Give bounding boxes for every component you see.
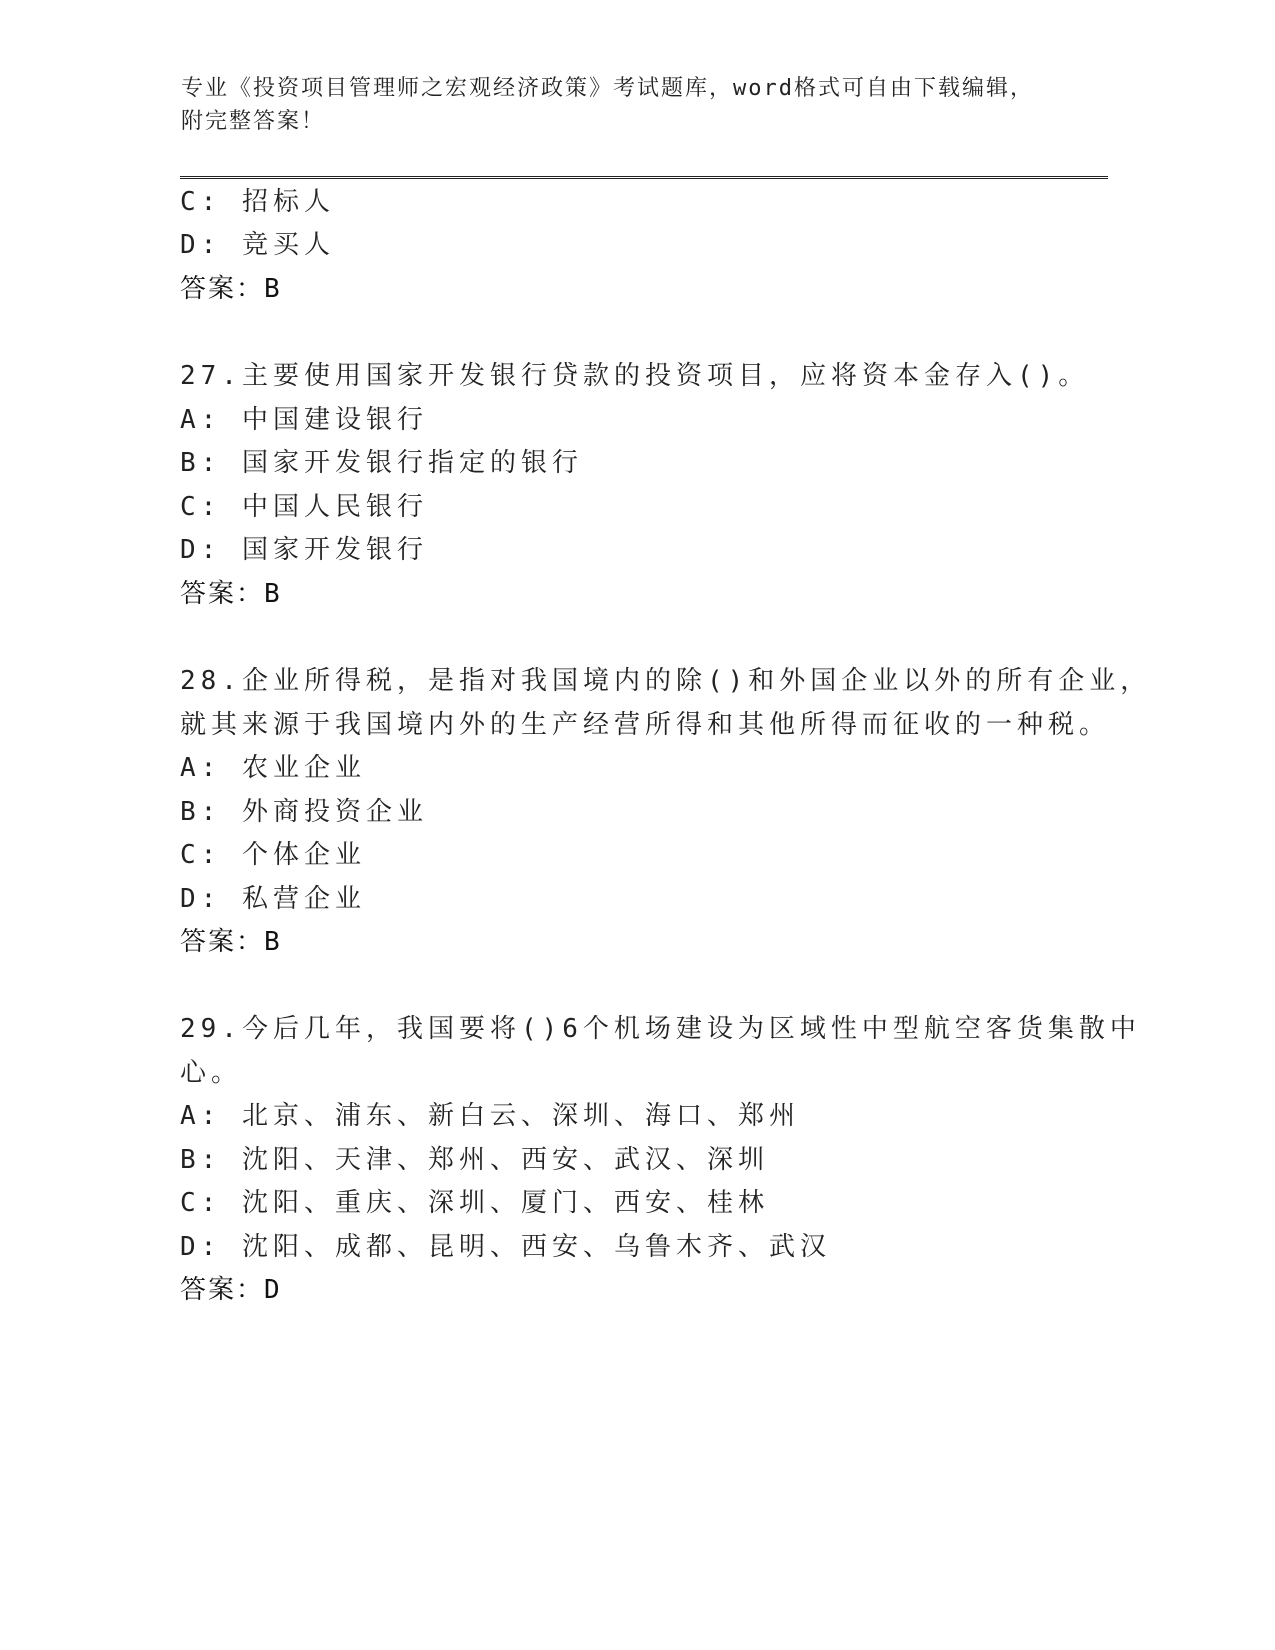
prev-option-d: D: 竞买人 — [180, 230, 335, 260]
question-29-option-a: A: 北京、浦东、新白云、深圳、海口、郑州 — [180, 1101, 800, 1131]
header-divider — [180, 176, 1108, 179]
question-28-answer: 答案：B — [180, 927, 282, 957]
question-29-stem-line-1: 29.今后几年，我国要将()6个机场建设为区域性中型航空客货集散中 — [180, 1014, 1141, 1044]
question-29-stem-line-2: 心。 — [180, 1058, 243, 1088]
page-header — [181, 72, 1061, 138]
question-27-option-c: C: 中国人民银行 — [180, 492, 428, 522]
question-28-option-a: A: 农业企业 — [180, 753, 366, 783]
question-29-option-b: B: 沈阳、天津、郑州、西安、武汉、深圳 — [180, 1145, 769, 1175]
question-27-answer: 答案：B — [180, 579, 282, 609]
question-29-answer: 答案：D — [180, 1275, 282, 1305]
header-line-1: 专业《投资项目管理师之宏观经济政策》考试题库，word格式可自由下载编辑， — [181, 76, 1034, 101]
question-28-option-b: B: 外商投资企业 — [180, 797, 428, 827]
question-27-option-d: D: 国家开发银行 — [180, 535, 428, 565]
question-27-stem: 27.主要使用国家开发银行贷款的投资项目，应将资本金存入()。 — [180, 361, 1090, 391]
question-28-stem-line-1: 28.企业所得税，是指对我国境内的除()和外国企业以外的所有企业， — [180, 666, 1152, 696]
question-28-stem-line-2: 就其来源于我国境内外的生产经营所得和其他所得而征收的一种税。 — [180, 710, 1111, 740]
prev-answer: 答案：B — [180, 274, 282, 304]
question-27-option-a: A: 中国建设银行 — [180, 405, 428, 435]
question-28-option-c: C: 个体企业 — [180, 840, 366, 870]
prev-option-c: C: 招标人 — [180, 187, 335, 217]
question-29-option-d: D: 沈阳、成都、昆明、西安、乌鲁木齐、武汉 — [180, 1232, 831, 1262]
question-28-option-d: D: 私营企业 — [180, 884, 366, 914]
question-27-option-b: B: 国家开发银行指定的银行 — [180, 448, 583, 478]
question-29-option-c: C: 沈阳、重庆、深圳、厦门、西安、桂林 — [180, 1188, 769, 1218]
header-line-2: 附完整答案！ — [181, 109, 326, 134]
